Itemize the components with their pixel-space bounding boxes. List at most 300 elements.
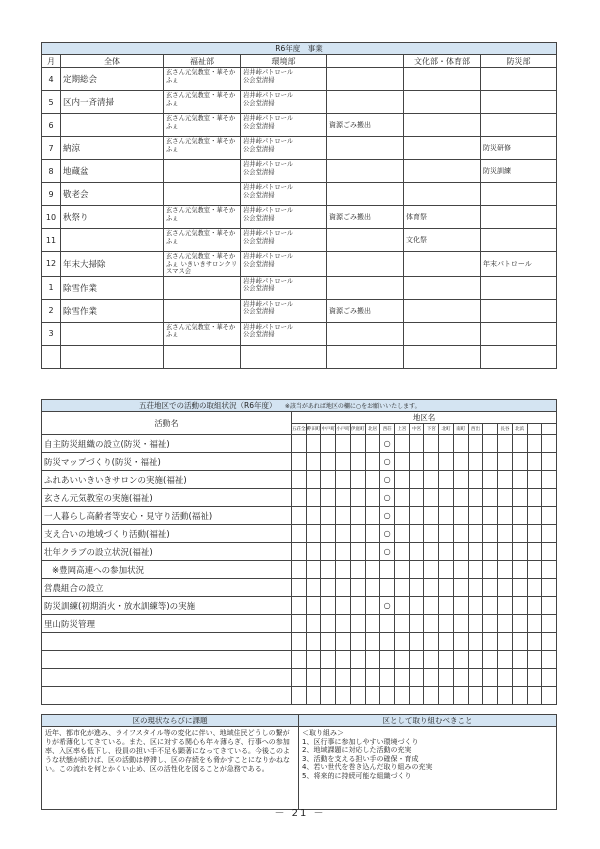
district-cell bbox=[468, 561, 483, 579]
activities-title-cell bbox=[42, 400, 557, 412]
district-cell bbox=[542, 543, 557, 561]
event-welfare: 玄さん元気教室・華そかふぇ bbox=[164, 114, 241, 137]
event-culture: 文化祭 bbox=[404, 229, 481, 252]
event-environment-2: 資源ごみ搬出 bbox=[327, 114, 404, 137]
district-cell bbox=[380, 633, 395, 651]
action-item: 1、区行事に参加しやすい環境づくり bbox=[302, 737, 419, 746]
event-environment-2 bbox=[327, 345, 404, 368]
activities-title: 五荘地区での活動の取組状況（R6年度） bbox=[139, 401, 277, 410]
event-disaster bbox=[481, 322, 557, 345]
district-cell bbox=[306, 453, 321, 471]
district-cell bbox=[350, 525, 365, 543]
district-cell bbox=[321, 597, 336, 615]
event-environment-2 bbox=[327, 183, 404, 206]
district-cell bbox=[321, 615, 336, 633]
district-cell bbox=[542, 507, 557, 525]
district-cell bbox=[512, 561, 527, 579]
district-cell bbox=[350, 435, 365, 453]
district-cell bbox=[409, 687, 424, 705]
event-month: 12 bbox=[42, 252, 61, 277]
event-culture: 体育祭 bbox=[404, 206, 481, 229]
district-cell bbox=[512, 489, 527, 507]
district-cell bbox=[336, 615, 351, 633]
district-cell bbox=[498, 453, 513, 471]
event-environment-2 bbox=[327, 68, 404, 91]
district-cell bbox=[380, 687, 395, 705]
district-cell bbox=[483, 543, 498, 561]
event-environment-2 bbox=[327, 137, 404, 160]
district-cell bbox=[336, 633, 351, 651]
district-cell bbox=[306, 561, 321, 579]
events-row bbox=[42, 68, 557, 91]
district-cell bbox=[483, 561, 498, 579]
district-cell bbox=[512, 525, 527, 543]
current-issues-header: 区の現状ならびに課題 bbox=[42, 715, 299, 727]
district-cell bbox=[336, 561, 351, 579]
event-month: 2 bbox=[42, 299, 61, 322]
district-cell bbox=[424, 579, 439, 597]
district-cell bbox=[424, 669, 439, 687]
district-cell bbox=[395, 543, 410, 561]
district-cell bbox=[321, 687, 336, 705]
district-cell bbox=[498, 597, 513, 615]
events-row bbox=[42, 183, 557, 206]
district-column-header: 中宮 bbox=[409, 424, 424, 435]
district-cell bbox=[512, 435, 527, 453]
district-cell-circle: ○ bbox=[380, 471, 395, 489]
activity-name: 玄さん元気教室の実施(福祉) bbox=[42, 489, 292, 507]
district-cell bbox=[424, 507, 439, 525]
district-cell bbox=[527, 579, 542, 597]
district-cell bbox=[424, 615, 439, 633]
col-culture-sports: 文化部・体育部 bbox=[404, 55, 481, 68]
district-cell bbox=[409, 507, 424, 525]
district-cell bbox=[409, 633, 424, 651]
district-cell bbox=[424, 561, 439, 579]
district-cell bbox=[350, 615, 365, 633]
district-cell bbox=[350, 489, 365, 507]
events-title: R6年度 事業 bbox=[42, 43, 557, 55]
district-cell bbox=[395, 651, 410, 669]
district-cell bbox=[365, 633, 380, 651]
district-cell bbox=[468, 597, 483, 615]
event-month: 10 bbox=[42, 206, 61, 229]
district-cell bbox=[321, 633, 336, 651]
event-month: 6 bbox=[42, 114, 61, 137]
district-cell bbox=[468, 471, 483, 489]
district-cell bbox=[336, 471, 351, 489]
district-cell bbox=[527, 435, 542, 453]
district-cell bbox=[527, 507, 542, 525]
district-cell bbox=[395, 687, 410, 705]
event-welfare bbox=[164, 160, 241, 183]
district-cell bbox=[365, 561, 380, 579]
district-cell bbox=[498, 669, 513, 687]
district-cell bbox=[439, 453, 454, 471]
event-culture bbox=[404, 137, 481, 160]
event-environment bbox=[241, 345, 327, 368]
district-cell bbox=[453, 651, 468, 669]
district-column-header: 西荘 bbox=[380, 424, 395, 435]
district-cell bbox=[292, 489, 307, 507]
district-cell bbox=[336, 507, 351, 525]
events-row bbox=[42, 276, 557, 299]
district-cell bbox=[468, 435, 483, 453]
event-welfare: 玄さん元気教室・華そかふぇ いきいきサロンクリスマス会 bbox=[164, 252, 241, 277]
event-culture bbox=[404, 276, 481, 299]
district-cell-circle: ○ bbox=[380, 435, 395, 453]
activity-row bbox=[42, 633, 557, 651]
district-cell bbox=[321, 525, 336, 543]
district-cell bbox=[292, 435, 307, 453]
district-cell bbox=[409, 615, 424, 633]
district-cell bbox=[498, 633, 513, 651]
district-cell bbox=[409, 525, 424, 543]
district-cell bbox=[365, 543, 380, 561]
district-cell bbox=[453, 633, 468, 651]
activity-row bbox=[42, 525, 557, 543]
district-column-header: 下宮 bbox=[424, 424, 439, 435]
district-cell bbox=[483, 669, 498, 687]
activity-name: 防災訓練(初期消火・放水訓練等)の実施 bbox=[42, 597, 292, 615]
district-cell bbox=[365, 525, 380, 543]
district-cell bbox=[424, 633, 439, 651]
issues-paragraph: 近年、都市化が進み、ライフスタイル等の変化に伴い、地域住民どうしの繋がりが希薄化してきている。また、区に対する関心も年々薄らぎ、行事への参加率、入区率も低下し、役員の担い手不足も顕著になってきている。今後このような状態が続けば、区の活動は停滞し、区の存続をも脅かすことになりかねない。この流れを何とかくい止め、区の活性化を図ることが急務である。 bbox=[45, 729, 290, 773]
col-environment-2 bbox=[327, 55, 404, 68]
activity-name: ※豊岡高連への参加状況 bbox=[42, 561, 292, 579]
district-cell bbox=[527, 471, 542, 489]
activity-name bbox=[42, 633, 292, 651]
district-cell bbox=[424, 597, 439, 615]
event-welfare: 玄さん元気教室・華そかふぇ bbox=[164, 137, 241, 160]
district-cell bbox=[365, 489, 380, 507]
district-cell bbox=[527, 453, 542, 471]
district-cell bbox=[350, 669, 365, 687]
events-row bbox=[42, 206, 557, 229]
event-environment-2 bbox=[327, 276, 404, 299]
event-culture bbox=[404, 299, 481, 322]
activity-name: 里山防災管理 bbox=[42, 615, 292, 633]
activity-name: 営農組合の設立 bbox=[42, 579, 292, 597]
activity-name: ふれあいいきいきサロンの実施(福祉) bbox=[42, 471, 292, 489]
district-column-header: 上宮 bbox=[395, 424, 410, 435]
event-disaster: 年末パトロール bbox=[481, 252, 557, 277]
event-all: 地蔵盆 bbox=[61, 160, 164, 183]
activity-row bbox=[42, 687, 557, 705]
district-cell bbox=[439, 687, 454, 705]
event-month: 8 bbox=[42, 160, 61, 183]
district-cell bbox=[542, 561, 557, 579]
district-cell bbox=[321, 579, 336, 597]
district-cell bbox=[350, 561, 365, 579]
district-cell bbox=[498, 579, 513, 597]
event-environment: 岩井峠パトロール 公会堂清掃 bbox=[241, 322, 327, 345]
event-month: 7 bbox=[42, 137, 61, 160]
district-cell bbox=[468, 669, 483, 687]
activity-name: 一人暮らし高齢者等安心・見守り活動(福祉) bbox=[42, 507, 292, 525]
district-cell bbox=[483, 687, 498, 705]
district-cell bbox=[439, 435, 454, 453]
district-cell bbox=[527, 525, 542, 543]
district-cell bbox=[424, 471, 439, 489]
district-column-header: 北居 bbox=[365, 424, 380, 435]
district-cell bbox=[306, 525, 321, 543]
district-cell bbox=[409, 651, 424, 669]
district-cell bbox=[292, 651, 307, 669]
district-cell bbox=[483, 471, 498, 489]
district-cell-circle: ○ bbox=[380, 543, 395, 561]
event-culture bbox=[404, 252, 481, 277]
col-environment: 環境部 bbox=[241, 55, 327, 68]
district-cell bbox=[527, 597, 542, 615]
district-cell bbox=[350, 471, 365, 489]
activities-table bbox=[41, 399, 557, 705]
district-cell bbox=[468, 615, 483, 633]
district-cell bbox=[350, 651, 365, 669]
district-column-header bbox=[483, 424, 498, 435]
district-cell bbox=[395, 435, 410, 453]
event-environment-2 bbox=[327, 322, 404, 345]
district-cell bbox=[424, 525, 439, 543]
event-culture bbox=[404, 91, 481, 114]
district-cell bbox=[321, 543, 336, 561]
district-cell bbox=[336, 597, 351, 615]
district-cell bbox=[336, 669, 351, 687]
district-cell bbox=[439, 543, 454, 561]
district-cell bbox=[542, 435, 557, 453]
district-cell bbox=[512, 471, 527, 489]
district-column-header bbox=[542, 424, 557, 435]
district-cell bbox=[306, 579, 321, 597]
district-cell bbox=[498, 489, 513, 507]
district-cell-circle: ○ bbox=[380, 525, 395, 543]
activities-note: ※該当があれば地区の欄に○をお願いいたします。 bbox=[284, 403, 421, 410]
event-disaster bbox=[481, 299, 557, 322]
district-cell bbox=[409, 597, 424, 615]
action-item: 2、地域課題に対応した活動の充実 bbox=[302, 746, 412, 754]
event-environment: 岩井峠パトロール 公会堂清掃 bbox=[241, 91, 327, 114]
district-cell bbox=[292, 507, 307, 525]
events-row bbox=[42, 229, 557, 252]
district-cell bbox=[453, 543, 468, 561]
event-environment: 岩井峠パトロール 公会堂清掃 bbox=[241, 276, 327, 299]
event-welfare bbox=[164, 345, 241, 368]
col-all: 全体 bbox=[61, 55, 164, 68]
district-cell bbox=[365, 471, 380, 489]
district-cell bbox=[395, 561, 410, 579]
district-cell bbox=[409, 435, 424, 453]
event-disaster bbox=[481, 183, 557, 206]
district-cell bbox=[527, 651, 542, 669]
event-month: 9 bbox=[42, 183, 61, 206]
district-cell bbox=[453, 597, 468, 615]
district-cell bbox=[306, 543, 321, 561]
activity-row bbox=[42, 651, 557, 669]
district-cell bbox=[395, 489, 410, 507]
event-month: 5 bbox=[42, 91, 61, 114]
district-cell bbox=[336, 489, 351, 507]
district-cell bbox=[453, 435, 468, 453]
district-cell bbox=[292, 543, 307, 561]
event-environment: 岩井峠パトロール 公会堂清掃 bbox=[241, 206, 327, 229]
events-row bbox=[42, 137, 557, 160]
event-all: 年末大掃除 bbox=[61, 252, 164, 277]
activity-row bbox=[42, 615, 557, 633]
district-cell bbox=[365, 579, 380, 597]
district-cell bbox=[292, 669, 307, 687]
col-month: 月 bbox=[42, 55, 61, 68]
issues-table bbox=[41, 714, 557, 810]
district-cell bbox=[498, 615, 513, 633]
event-month: 11 bbox=[42, 229, 61, 252]
district-cell bbox=[468, 651, 483, 669]
col-disaster: 防災部 bbox=[481, 55, 557, 68]
event-disaster bbox=[481, 114, 557, 137]
district-cell bbox=[542, 633, 557, 651]
district-cell bbox=[453, 471, 468, 489]
district-cell bbox=[365, 615, 380, 633]
activity-row bbox=[42, 471, 557, 489]
district-cell bbox=[321, 669, 336, 687]
district-cell bbox=[365, 669, 380, 687]
district-cell bbox=[498, 543, 513, 561]
district-cell bbox=[542, 597, 557, 615]
district-cell bbox=[483, 633, 498, 651]
events-row bbox=[42, 252, 557, 277]
district-cell bbox=[424, 651, 439, 669]
district-cell bbox=[439, 651, 454, 669]
district-cell bbox=[483, 453, 498, 471]
event-environment: 岩井峠パトロール 公会堂清掃 bbox=[241, 68, 327, 91]
district-cell bbox=[292, 615, 307, 633]
event-environment: 岩井峠パトロール 公会堂清掃 bbox=[241, 160, 327, 183]
district-cell bbox=[483, 435, 498, 453]
district-cell bbox=[395, 633, 410, 651]
district-cell bbox=[395, 453, 410, 471]
event-environment: 岩井峠パトロール 公会堂清掃 bbox=[241, 114, 327, 137]
activity-name: 防災マップづくり(防災・福祉) bbox=[42, 453, 292, 471]
district-cell bbox=[453, 489, 468, 507]
district-cell bbox=[409, 579, 424, 597]
event-all: 除雪作業 bbox=[61, 276, 164, 299]
district-cell bbox=[306, 687, 321, 705]
activity-row bbox=[42, 453, 557, 471]
district-column-header: 長谷 bbox=[498, 424, 513, 435]
activity-row bbox=[42, 561, 557, 579]
district-cell bbox=[542, 471, 557, 489]
district-cell bbox=[365, 507, 380, 525]
action-item: ＜取り組み＞ bbox=[302, 729, 344, 737]
event-welfare bbox=[164, 299, 241, 322]
district-cell bbox=[542, 651, 557, 669]
district-cell bbox=[439, 489, 454, 507]
district-column-header: 南町 bbox=[453, 424, 468, 435]
district-cell bbox=[453, 579, 468, 597]
event-culture bbox=[404, 160, 481, 183]
district-cell bbox=[483, 507, 498, 525]
district-cell bbox=[483, 525, 498, 543]
district-cell bbox=[336, 651, 351, 669]
district-cell bbox=[321, 453, 336, 471]
district-cell bbox=[542, 669, 557, 687]
district-cell bbox=[468, 687, 483, 705]
district-cell bbox=[512, 669, 527, 687]
col-welfare: 福祉部 bbox=[164, 55, 241, 68]
district-cell bbox=[292, 597, 307, 615]
district-cell bbox=[512, 453, 527, 471]
district-cell bbox=[321, 435, 336, 453]
district-cell bbox=[365, 453, 380, 471]
event-welfare: 玄さん元気教室・華そかふぇ bbox=[164, 206, 241, 229]
district-cell bbox=[306, 651, 321, 669]
event-environment-2: 資源ごみ搬出 bbox=[327, 299, 404, 322]
district-cell bbox=[306, 597, 321, 615]
event-disaster bbox=[481, 68, 557, 91]
district-cell bbox=[453, 669, 468, 687]
district-column-header: 戸田町 bbox=[306, 424, 321, 435]
district-cell bbox=[498, 435, 513, 453]
district-cell bbox=[321, 651, 336, 669]
district-cell bbox=[365, 687, 380, 705]
district-cell bbox=[542, 687, 557, 705]
district-cell bbox=[409, 669, 424, 687]
events-row bbox=[42, 322, 557, 345]
district-cell bbox=[292, 471, 307, 489]
district-column-header: 小戸町 bbox=[336, 424, 351, 435]
district-cell bbox=[439, 669, 454, 687]
district-cell bbox=[292, 453, 307, 471]
activity-row bbox=[42, 435, 557, 453]
event-all: 区内一斉清掃 bbox=[61, 91, 164, 114]
district-column-header: 北浜 bbox=[512, 424, 527, 435]
district-cell bbox=[468, 525, 483, 543]
event-disaster bbox=[481, 206, 557, 229]
district-cell bbox=[336, 543, 351, 561]
district-cell bbox=[512, 633, 527, 651]
event-all bbox=[61, 345, 164, 368]
district-cell bbox=[453, 507, 468, 525]
district-cell bbox=[365, 435, 380, 453]
district-cell bbox=[542, 453, 557, 471]
district-name-header: 地区名 bbox=[292, 412, 557, 424]
district-cell bbox=[512, 615, 527, 633]
district-cell bbox=[542, 579, 557, 597]
district-cell-circle: ○ bbox=[380, 597, 395, 615]
district-cell bbox=[336, 579, 351, 597]
district-cell bbox=[439, 471, 454, 489]
district-cell bbox=[468, 453, 483, 471]
district-cell bbox=[306, 669, 321, 687]
district-cell bbox=[424, 489, 439, 507]
event-disaster: 防災研修 bbox=[481, 137, 557, 160]
event-culture bbox=[404, 183, 481, 206]
district-cell bbox=[498, 525, 513, 543]
district-cell bbox=[336, 453, 351, 471]
district-cell bbox=[395, 615, 410, 633]
event-welfare bbox=[164, 276, 241, 299]
district-cell bbox=[483, 489, 498, 507]
district-cell bbox=[498, 507, 513, 525]
event-all: 敬老会 bbox=[61, 183, 164, 206]
district-cell bbox=[380, 669, 395, 687]
district-cell bbox=[321, 561, 336, 579]
activity-row bbox=[42, 579, 557, 597]
event-disaster bbox=[481, 229, 557, 252]
event-disaster bbox=[481, 91, 557, 114]
event-environment-2 bbox=[327, 229, 404, 252]
district-cell bbox=[483, 651, 498, 669]
district-cell bbox=[542, 489, 557, 507]
